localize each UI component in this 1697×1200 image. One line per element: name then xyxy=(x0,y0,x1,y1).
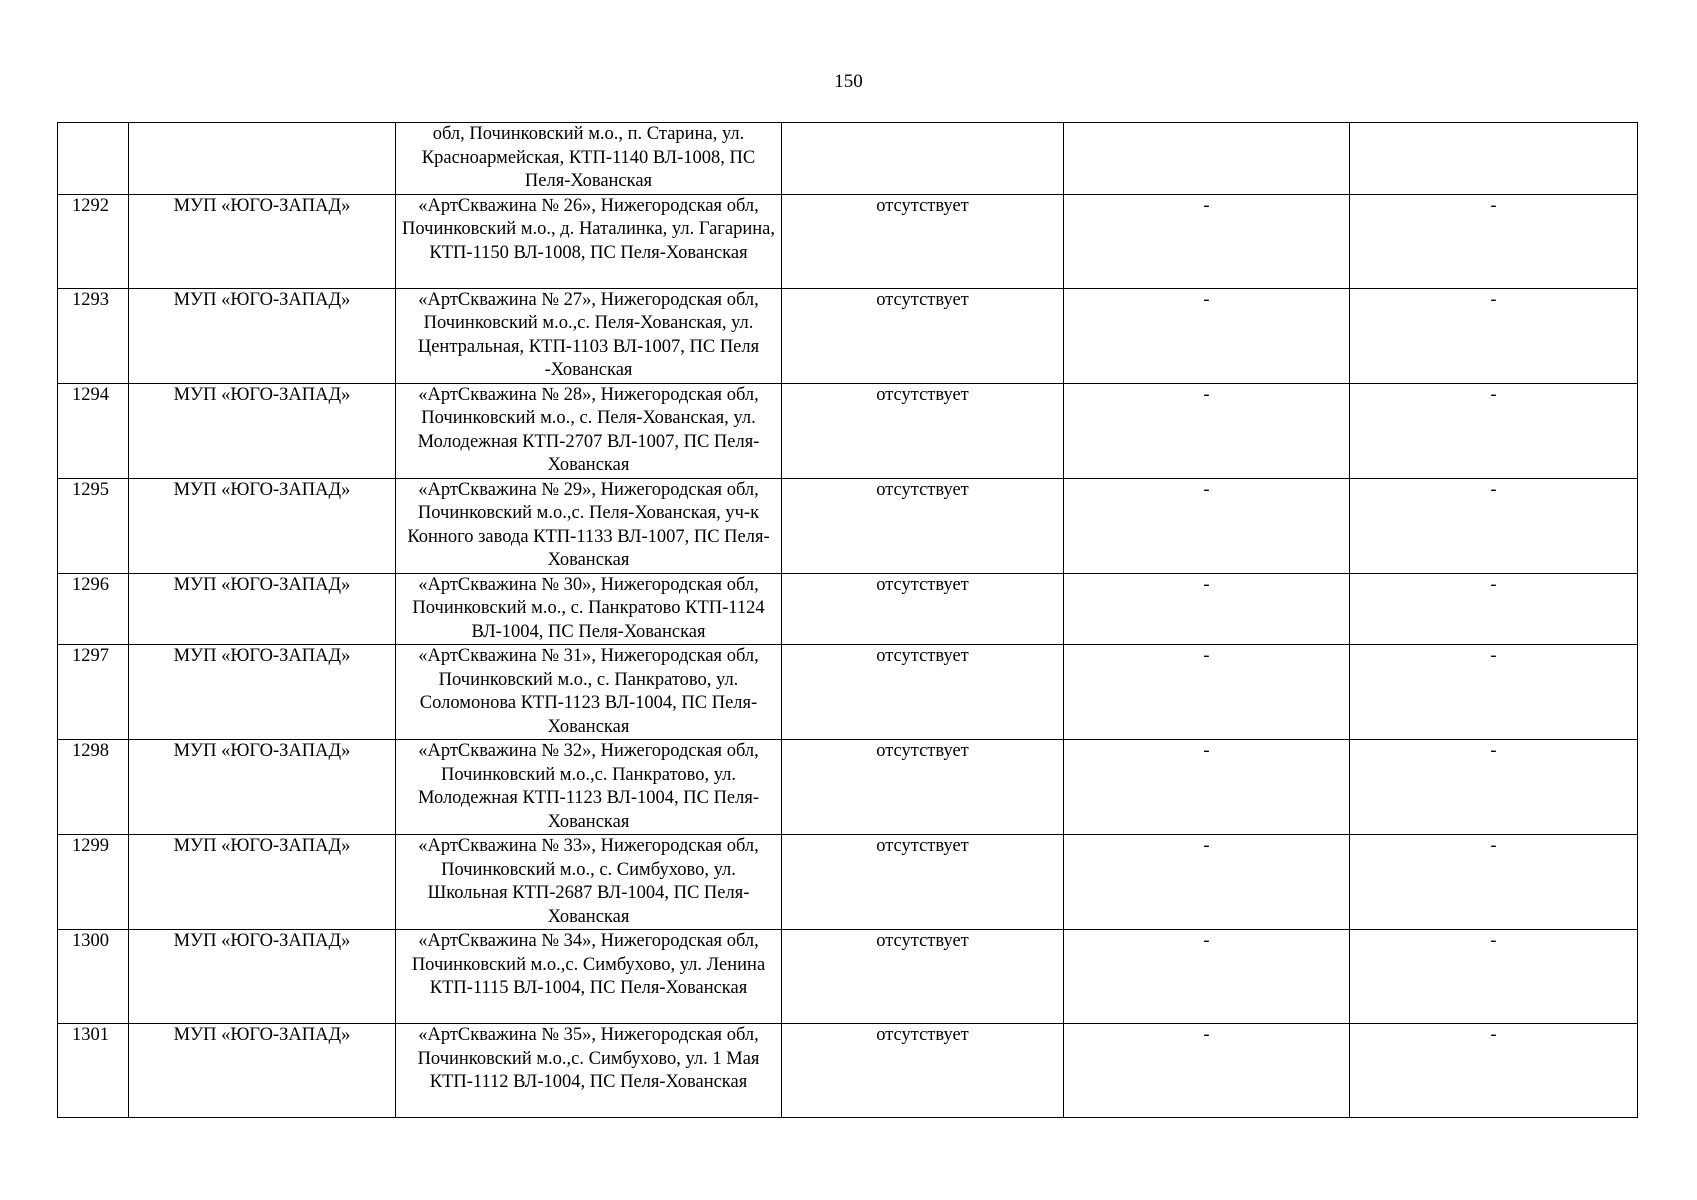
cell-number: 1301 xyxy=(58,1024,129,1118)
table-row xyxy=(58,930,1638,1024)
cell-col6: - xyxy=(1350,835,1638,930)
cell-col5: - xyxy=(1064,740,1350,835)
cell-col5: - xyxy=(1064,1024,1350,1118)
cell-col6 xyxy=(1350,123,1638,195)
cell-status: отсутствует xyxy=(782,645,1064,740)
cell-organization: МУП «ЮГО-ЗАПАД» xyxy=(129,194,396,288)
cell-address: «АртСкважина № 31», Нижегородская обл, Починковский м.о., с. Панкратово, ул. Соломонова КТП-1123 ВЛ-1004, ПС Пеля-Хованская xyxy=(396,645,782,740)
cell-number: 1299 xyxy=(58,835,129,930)
cell-col5: - xyxy=(1064,573,1350,645)
cell-status xyxy=(782,123,1064,195)
cell-organization: МУП «ЮГО-ЗАПАД» xyxy=(129,740,396,835)
cell-col6: - xyxy=(1350,645,1638,740)
cell-number xyxy=(58,123,129,195)
cell-number: 1294 xyxy=(58,383,129,478)
cell-col5: - xyxy=(1064,835,1350,930)
cell-col5: - xyxy=(1064,288,1350,383)
table-row xyxy=(58,288,1638,383)
cell-address: «АртСкважина № 34», Нижегородская обл, Починковский м.о.,с. Симбухово, ул. Ленина КТП-1115 ВЛ-1004, ПС Пеля-Хованская xyxy=(396,930,782,1024)
cell-status: отсутствует xyxy=(782,573,1064,645)
cell-organization: МУП «ЮГО-ЗАПАД» xyxy=(129,645,396,740)
cell-status: отсутствует xyxy=(782,930,1064,1024)
table-row xyxy=(58,383,1638,478)
cell-number: 1297 xyxy=(58,645,129,740)
cell-col6: - xyxy=(1350,383,1638,478)
cell-status: отсутствует xyxy=(782,835,1064,930)
cell-col5: - xyxy=(1064,930,1350,1024)
cell-status: отсутствует xyxy=(782,1024,1064,1118)
cell-organization: МУП «ЮГО-ЗАПАД» xyxy=(129,1024,396,1118)
cell-col6: - xyxy=(1350,478,1638,573)
table-row xyxy=(58,835,1638,930)
cell-address: «АртСкважина № 29», Нижегородская обл, Починковский м.о.,с. Пеля-Хованская, уч-к Конного завода КТП-1133 ВЛ-1007, ПС Пеля-Хованская xyxy=(396,478,782,573)
cell-number: 1292 xyxy=(58,194,129,288)
cell-number: 1298 xyxy=(58,740,129,835)
cell-address: обл, Починковский м.о., п. Старина, ул. Красноармейская, КТП-1140 ВЛ-1008, ПС Пеля-Хованская xyxy=(396,123,782,195)
cell-address: «АртСкважина № 27», Нижегородская обл, Починковский м.о.,с. Пеля-Хованская, ул. Центральная, КТП-1103 ВЛ-1007, ПС Пеля -Хованская xyxy=(396,288,782,383)
cell-status: отсутствует xyxy=(782,383,1064,478)
cell-col6: - xyxy=(1350,288,1638,383)
cell-status: отсутствует xyxy=(782,288,1064,383)
cell-status: отсутствует xyxy=(782,478,1064,573)
cell-number: 1296 xyxy=(58,573,129,645)
cell-organization: МУП «ЮГО-ЗАПАД» xyxy=(129,288,396,383)
cell-address: «АртСкважина № 33», Нижегородская обл, Починковский м.о., с. Симбухово, ул. Школьная КТП-2687 ВЛ-1004, ПС Пеля-Хованская xyxy=(396,835,782,930)
table-row xyxy=(58,645,1638,740)
cell-address: «АртСкважина № 35», Нижегородская обл, Починковский м.о.,с. Симбухово, ул. 1 Мая КТП-1112 ВЛ-1004, ПС Пеля-Хованская xyxy=(396,1024,782,1118)
table-row xyxy=(58,1024,1638,1118)
cell-address: «АртСкважина № 32», Нижегородская обл, Починковский м.о.,с. Панкратово, ул. Молодежная КТП-1123 ВЛ-1004, ПС Пеля-Хованская xyxy=(396,740,782,835)
cell-col5: - xyxy=(1064,478,1350,573)
cell-organization: МУП «ЮГО-ЗАПАД» xyxy=(129,835,396,930)
cell-number: 1295 xyxy=(58,478,129,573)
cell-col5: - xyxy=(1064,194,1350,288)
page-number: 150 xyxy=(834,71,863,92)
cell-col6: - xyxy=(1350,1024,1638,1118)
cell-col6: - xyxy=(1350,740,1638,835)
cell-organization: МУП «ЮГО-ЗАПАД» xyxy=(129,930,396,1024)
table-row-continued xyxy=(58,123,1638,195)
cell-status: отсутствует xyxy=(782,194,1064,288)
cell-col5 xyxy=(1064,123,1350,195)
cell-col6: - xyxy=(1350,930,1638,1024)
cell-address: «АртСкважина № 28», Нижегородская обл, Починковский м.о., с. Пеля-Хованская, ул. Молодежная КТП-2707 ВЛ-1007, ПС Пеля-Хованская xyxy=(396,383,782,478)
cell-col5: - xyxy=(1064,645,1350,740)
cell-organization: МУП «ЮГО-ЗАПАД» xyxy=(129,573,396,645)
cell-organization: МУП «ЮГО-ЗАПАД» xyxy=(129,383,396,478)
cell-status: отсутствует xyxy=(782,740,1064,835)
cell-col6: - xyxy=(1350,194,1638,288)
table-row xyxy=(58,194,1638,288)
cell-address: «АртСкважина № 26», Нижегородская обл, Починковский м.о., д. Наталинка, ул. Гагарина, КТП-1150 ВЛ-1008, ПС Пеля-Хованская xyxy=(396,194,782,288)
cell-number: 1300 xyxy=(58,930,129,1024)
cell-col6: - xyxy=(1350,573,1638,645)
registry-table xyxy=(57,122,1638,1118)
cell-number: 1293 xyxy=(58,288,129,383)
cell-address: «АртСкважина № 30», Нижегородская обл, Починковский м.о., с. Панкратово КТП-1124 ВЛ-1004, ПС Пеля-Хованская xyxy=(396,573,782,645)
cell-col5: - xyxy=(1064,383,1350,478)
table-row xyxy=(58,740,1638,835)
table-row xyxy=(58,573,1638,645)
cell-organization xyxy=(129,123,396,195)
cell-organization: МУП «ЮГО-ЗАПАД» xyxy=(129,478,396,573)
table-row xyxy=(58,478,1638,573)
